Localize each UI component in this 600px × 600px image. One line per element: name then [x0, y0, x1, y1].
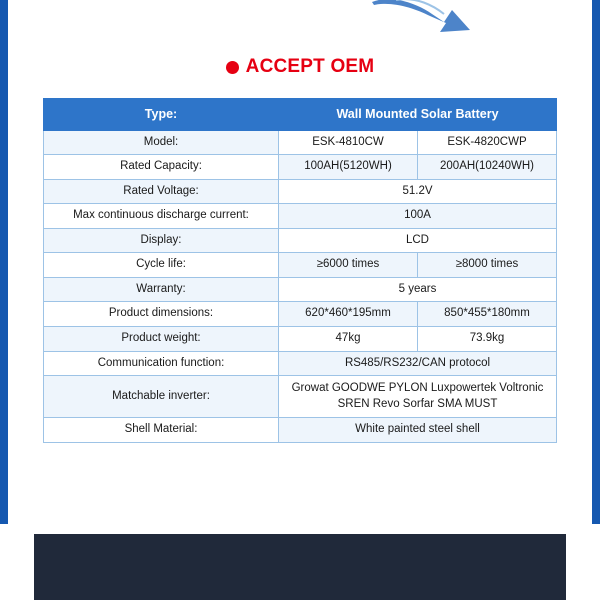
table-header-row — [44, 99, 557, 131]
table-row — [44, 253, 557, 278]
row-label: Cycle life: — [44, 253, 279, 278]
table-row — [44, 418, 557, 443]
row-value-span: 100A — [279, 204, 557, 229]
table-row — [44, 179, 557, 204]
table-row — [44, 376, 557, 418]
row-value-col1: ESK-4810CW — [279, 130, 418, 155]
row-value-col1: 620*460*195mm — [279, 302, 418, 327]
row-label: Rated Voltage: — [44, 179, 279, 204]
row-label: Warranty: — [44, 277, 279, 302]
row-value-col2: 200AH(10240WH) — [418, 155, 557, 180]
specification-table-wrapper — [43, 98, 557, 443]
table-row — [44, 204, 557, 229]
table-row — [44, 277, 557, 302]
row-value-span: RS485/RS232/CAN protocol — [279, 351, 557, 376]
row-value-span: LCD — [279, 228, 557, 253]
table-row — [44, 130, 557, 155]
table-row — [44, 302, 557, 327]
bottom-band — [0, 524, 600, 600]
right-edge-bar — [592, 0, 600, 524]
top-decoration — [0, 0, 600, 40]
table-row — [44, 155, 557, 180]
row-value-col2: ≥8000 times — [418, 253, 557, 278]
row-label: Shell Material: — [44, 418, 279, 443]
row-value-col2: ESK-4820CWP — [418, 130, 557, 155]
row-label: Display: — [44, 228, 279, 253]
row-value-span: Growat GOODWE PYLON Luxpowertek Voltronic SREN Revo Sorfar SMA MUST — [279, 376, 557, 418]
row-value-col1: 47kg — [279, 327, 418, 352]
row-value-col1: ≥6000 times — [279, 253, 418, 278]
row-label: Model: — [44, 130, 279, 155]
table-row — [44, 351, 557, 376]
table-row — [44, 228, 557, 253]
row-value-col2: 850*455*180mm — [418, 302, 557, 327]
row-value-col2: 73.9kg — [418, 327, 557, 352]
header-product-title: Wall Mounted Solar Battery — [279, 99, 557, 131]
specification-table — [43, 98, 557, 443]
row-label: Max continuous discharge current: — [44, 204, 279, 229]
row-value-span: 5 years — [279, 277, 557, 302]
header-type-label: Type: — [44, 99, 279, 131]
row-value-span: White painted steel shell — [279, 418, 557, 443]
bottom-dark-panel — [34, 534, 566, 600]
row-label: Product weight: — [44, 327, 279, 352]
row-label: Matchable inverter: — [44, 376, 279, 418]
red-dot-icon — [226, 61, 239, 74]
table-row — [44, 327, 557, 352]
bottom-left-margin — [0, 524, 34, 600]
bottom-right-margin — [566, 524, 600, 600]
left-edge-bar — [0, 0, 8, 524]
row-value-span: 51.2V — [279, 179, 557, 204]
page-headline — [0, 56, 600, 78]
headline-text: ACCEPT OEM — [245, 56, 375, 77]
row-label: Rated Capacity: — [44, 155, 279, 180]
arrow-graphic-icon — [0, 0, 600, 40]
row-value-col1: 100AH(5120WH) — [279, 155, 418, 180]
row-label: Product dimensions: — [44, 302, 279, 327]
row-label: Communication function: — [44, 351, 279, 376]
